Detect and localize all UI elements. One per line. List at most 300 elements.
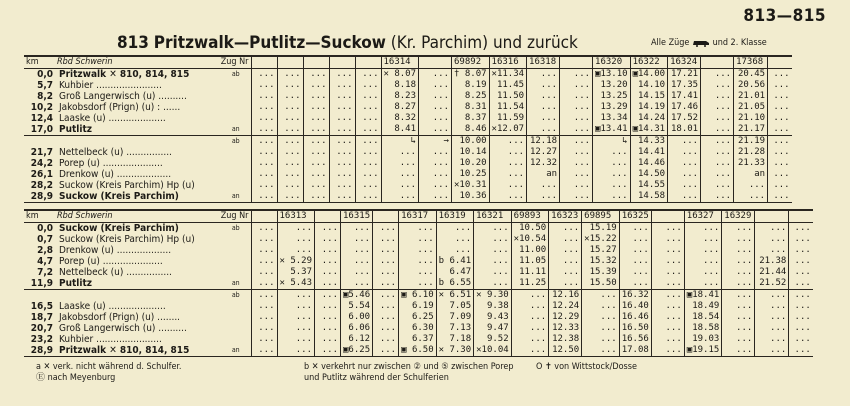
time-cell: ... bbox=[355, 69, 381, 81]
time-cell: ... bbox=[277, 136, 303, 148]
time-cell: ... bbox=[329, 102, 355, 113]
time-cell: ✕11.34 bbox=[489, 69, 527, 81]
time-cell: 5.54 bbox=[341, 301, 373, 312]
time-cell: ✕ 5.29 bbox=[277, 256, 315, 267]
time-cell: an bbox=[527, 169, 560, 180]
timetable-row bbox=[24, 136, 792, 148]
time-cell: 17.35 bbox=[668, 80, 701, 91]
time-cell: ... bbox=[381, 169, 419, 180]
time-cell: ▣6.25 bbox=[341, 345, 373, 357]
time-cell: ... bbox=[734, 180, 768, 191]
arrival-departure-mark bbox=[221, 91, 251, 102]
train-number bbox=[303, 56, 329, 69]
time-cell: ... bbox=[527, 124, 560, 136]
time-cell: ... bbox=[399, 223, 437, 235]
time-cell: ... bbox=[755, 290, 789, 302]
time-cell: 7.05 bbox=[436, 301, 474, 312]
time-cell: 6.37 bbox=[399, 334, 437, 345]
time-cell: ... bbox=[251, 245, 277, 256]
time-cell: ... bbox=[277, 312, 315, 323]
train-number bbox=[329, 56, 355, 69]
time-cell: ... bbox=[303, 158, 329, 169]
timetable-row bbox=[24, 113, 792, 124]
time-cell: 11.11 bbox=[511, 267, 549, 278]
time-cell: 15.27 bbox=[582, 245, 620, 256]
time-cell: ... bbox=[303, 91, 329, 102]
time-cell: ... bbox=[489, 191, 527, 203]
time-cell: ... bbox=[419, 113, 452, 124]
time-cell: 12.16 bbox=[549, 290, 582, 302]
time-cell: ... bbox=[684, 223, 722, 235]
time-cell: 12.50 bbox=[549, 345, 582, 357]
time-cell: 7.18 bbox=[436, 334, 474, 345]
time-cell: ▣14.00 bbox=[630, 69, 668, 81]
time-cell: ... bbox=[755, 323, 789, 334]
time-cell: 6.30 bbox=[399, 323, 437, 334]
time-cell: ... bbox=[251, 69, 277, 81]
km-cell: 28,2 bbox=[30, 180, 53, 191]
time-cell: 8.19 bbox=[452, 80, 490, 91]
arrival-departure-mark bbox=[221, 234, 251, 245]
station-name: Jakobsdorf (Prign) (u) ........ bbox=[59, 312, 181, 323]
time-cell: ... bbox=[373, 334, 399, 345]
train-number bbox=[768, 56, 792, 69]
time-cell: ... bbox=[355, 80, 381, 91]
time-cell: ... bbox=[549, 256, 582, 267]
time-cell: ... bbox=[355, 169, 381, 180]
time-cell: ... bbox=[315, 223, 341, 235]
train-number: 16315 bbox=[341, 210, 373, 223]
station-name: Porep (u) ..................... bbox=[59, 256, 163, 267]
train-number: 16323 bbox=[549, 210, 582, 223]
time-cell: ... bbox=[549, 245, 582, 256]
time-cell: 15.32 bbox=[582, 256, 620, 267]
time-cell: 11.45 bbox=[489, 80, 527, 91]
time-cell: b 6.55 bbox=[436, 278, 474, 290]
time-cell: ... bbox=[341, 278, 373, 290]
time-cell: 9.43 bbox=[474, 312, 512, 323]
route-suffix: (Kr. Parchim) und zurück bbox=[390, 33, 578, 53]
time-cell: 10.25 bbox=[452, 169, 490, 180]
arrival-departure-mark: an bbox=[231, 346, 240, 354]
time-cell: ... bbox=[684, 245, 722, 256]
time-cell: ... bbox=[329, 158, 355, 169]
time-cell: 14.33 bbox=[630, 136, 668, 148]
time-cell: ... bbox=[619, 256, 651, 267]
timetable-row bbox=[24, 169, 792, 180]
arrival-departure-mark: an bbox=[231, 125, 240, 133]
time-cell: ... bbox=[315, 323, 341, 334]
time-cell: 10.50 bbox=[511, 223, 549, 235]
time-cell: ... bbox=[668, 169, 701, 180]
time-cell: ... bbox=[701, 191, 734, 203]
time-cell: ... bbox=[549, 267, 582, 278]
time-cell: 15.39 bbox=[582, 267, 620, 278]
km-cell: 0,0 bbox=[37, 69, 53, 80]
time-cell: ... bbox=[251, 290, 277, 302]
time-cell: ... bbox=[277, 245, 315, 256]
time-cell: ... bbox=[755, 345, 789, 357]
train-number: 69892 bbox=[452, 56, 490, 69]
time-cell: ... bbox=[277, 180, 303, 191]
footnotes-middle bbox=[304, 362, 514, 384]
time-cell: ... bbox=[768, 169, 792, 180]
time-cell: ... bbox=[373, 256, 399, 267]
km-cell: 28,9 bbox=[30, 191, 53, 202]
time-cell: ... bbox=[251, 278, 277, 290]
km-cell: 10,2 bbox=[30, 102, 53, 113]
time-cell: ↳ bbox=[593, 136, 631, 148]
footnote-e-text: nach Meyenburg bbox=[47, 373, 116, 383]
time-cell: ... bbox=[560, 158, 593, 169]
time-cell: ... bbox=[722, 245, 755, 256]
time-cell: ... bbox=[277, 80, 303, 91]
timetable-row bbox=[24, 102, 792, 113]
time-cell: ... bbox=[668, 147, 701, 158]
time-cell: ... bbox=[768, 136, 792, 148]
time-cell: 9.47 bbox=[474, 323, 512, 334]
time-cell: 18.58 bbox=[684, 323, 722, 334]
table-header bbox=[24, 56, 792, 69]
time-cell: ... bbox=[381, 158, 419, 169]
time-cell: 20.45 bbox=[734, 69, 768, 81]
train-number-header: Zug Nr bbox=[165, 56, 251, 69]
time-cell: ... bbox=[419, 147, 452, 158]
time-cell: ... bbox=[527, 80, 560, 91]
time-cell: ... bbox=[355, 191, 381, 203]
footnote-o: O ✝ von Wittstock/Dosse bbox=[536, 362, 637, 372]
station-name: Kuhbier ....................... bbox=[59, 80, 162, 91]
time-cell: ... bbox=[277, 69, 303, 81]
time-cell: 7.13 bbox=[436, 323, 474, 334]
timetable-row bbox=[24, 345, 813, 357]
km-cell: 2,8 bbox=[37, 245, 53, 256]
time-cell: 8.25 bbox=[452, 91, 490, 102]
footnote-b-line2: und Putlitz während der Schulferien bbox=[304, 373, 449, 383]
time-cell: ... bbox=[277, 113, 303, 124]
time-cell: ... bbox=[315, 267, 341, 278]
time-cell: 11.59 bbox=[489, 113, 527, 124]
time-cell: ... bbox=[419, 158, 452, 169]
timetable-row bbox=[24, 256, 813, 267]
time-cell: 12.33 bbox=[549, 323, 582, 334]
time-cell: ... bbox=[684, 234, 722, 245]
timetable-row bbox=[24, 158, 792, 169]
time-cell: 11.50 bbox=[489, 91, 527, 102]
station-name: Suckow (Kreis Parchim) Hp (u) bbox=[59, 234, 195, 245]
time-cell: ... bbox=[768, 124, 792, 136]
km-cell: 5,7 bbox=[37, 80, 53, 91]
time-cell: ... bbox=[527, 113, 560, 124]
time-cell: ... bbox=[527, 91, 560, 102]
time-cell: ... bbox=[593, 180, 631, 191]
time-cell: ... bbox=[329, 169, 355, 180]
time-cell: ... bbox=[329, 91, 355, 102]
arrival-departure-mark bbox=[221, 158, 251, 169]
time-cell: ✕10.54 bbox=[511, 234, 549, 245]
arrival-departure-mark bbox=[221, 169, 251, 180]
km-cell bbox=[24, 136, 55, 148]
station-name: Putlitz bbox=[59, 278, 92, 289]
arrival-departure-mark bbox=[221, 301, 251, 312]
time-cell: ... bbox=[251, 191, 277, 203]
arrival-departure-mark bbox=[221, 147, 251, 158]
time-cell: ... bbox=[251, 158, 277, 169]
arrival-departure-mark: ab bbox=[221, 136, 251, 148]
time-cell: ... bbox=[341, 256, 373, 267]
footnote-a: a ✕ verk. nicht während d. Schulfer. bbox=[36, 362, 182, 372]
time-cell: ... bbox=[251, 323, 277, 334]
time-cell: ... bbox=[560, 169, 593, 180]
train-number: 16325 bbox=[619, 210, 651, 223]
time-cell: ... bbox=[582, 323, 620, 334]
time-cell: ... bbox=[511, 301, 549, 312]
time-cell: ... bbox=[511, 334, 549, 345]
time-cell: ... bbox=[789, 301, 813, 312]
time-cell: ... bbox=[701, 147, 734, 158]
time-cell: ... bbox=[315, 234, 341, 245]
time-cell: ... bbox=[593, 158, 631, 169]
time-cell: ... bbox=[277, 323, 315, 334]
time-cell: 16.32 bbox=[619, 290, 651, 302]
time-cell: ... bbox=[355, 113, 381, 124]
time-cell: ... bbox=[315, 345, 341, 357]
time-cell: ... bbox=[511, 345, 549, 357]
timetable-row bbox=[24, 245, 813, 256]
station-name: Suckow (Kreis Parchim) Hp (u) bbox=[59, 180, 195, 191]
km-cell: 16,5 bbox=[30, 301, 53, 312]
train-number-header: Zug Nr bbox=[165, 210, 251, 223]
time-cell: 14.41 bbox=[630, 147, 668, 158]
time-cell: ▣14.31 bbox=[630, 124, 668, 136]
time-cell: ... bbox=[560, 180, 593, 191]
time-cell: ... bbox=[251, 223, 277, 235]
time-cell: ... bbox=[315, 290, 341, 302]
time-cell: 5.37 bbox=[277, 267, 315, 278]
train-number: 16316 bbox=[489, 56, 527, 69]
time-cell: ... bbox=[251, 136, 277, 148]
timetable-outbound bbox=[24, 55, 792, 203]
train-number bbox=[373, 210, 399, 223]
time-cell: ... bbox=[251, 113, 277, 124]
km-cell: 8,2 bbox=[37, 91, 53, 102]
time-cell: ... bbox=[373, 223, 399, 235]
time-cell: ... bbox=[277, 301, 315, 312]
time-cell: ... bbox=[251, 312, 277, 323]
time-cell: † 8.07 bbox=[452, 69, 490, 81]
train-number bbox=[419, 56, 452, 69]
railcar-icon bbox=[692, 39, 710, 47]
time-cell: 15.19 bbox=[582, 223, 620, 235]
km-cell: 17,0 bbox=[30, 124, 53, 135]
time-cell: ... bbox=[329, 124, 355, 136]
time-cell: 8.46 bbox=[452, 124, 490, 136]
time-cell: ... bbox=[701, 80, 734, 91]
arrival-departure-mark bbox=[221, 256, 251, 267]
time-cell: b 6.41 bbox=[436, 256, 474, 267]
time-cell: ... bbox=[303, 124, 329, 136]
time-cell: ... bbox=[436, 234, 474, 245]
time-cell: ... bbox=[251, 256, 277, 267]
time-cell: ... bbox=[251, 124, 277, 136]
time-cell: ... bbox=[560, 124, 593, 136]
train-number: 16317 bbox=[399, 210, 437, 223]
km-cell: 18,7 bbox=[30, 312, 53, 323]
time-cell: 15.50 bbox=[582, 278, 620, 290]
time-cell: 18.54 bbox=[684, 312, 722, 323]
time-cell: 13.34 bbox=[593, 113, 631, 124]
time-cell: 12.27 bbox=[527, 147, 560, 158]
time-cell: ... bbox=[419, 180, 452, 191]
time-cell: 8.37 bbox=[452, 113, 490, 124]
time-cell: ... bbox=[560, 69, 593, 81]
station-name bbox=[55, 290, 221, 302]
time-cell: ... bbox=[651, 245, 684, 256]
timetable-return bbox=[24, 209, 813, 357]
time-cell: ... bbox=[560, 113, 593, 124]
time-cell: ... bbox=[474, 234, 512, 245]
time-cell: ... bbox=[722, 323, 755, 334]
time-cell: ... bbox=[560, 91, 593, 102]
time-cell: ... bbox=[789, 334, 813, 345]
time-cell: 14.55 bbox=[630, 180, 668, 191]
time-cell: ... bbox=[251, 267, 277, 278]
km-cell: 11,9 bbox=[30, 278, 53, 289]
time-cell: ... bbox=[419, 80, 452, 91]
time-cell: 21.52 bbox=[755, 278, 789, 290]
time-cell: ▣13.10 bbox=[593, 69, 631, 81]
time-cell: ... bbox=[419, 69, 452, 81]
arrival-departure-mark: ab bbox=[231, 70, 240, 78]
km-cell: 7,2 bbox=[37, 267, 53, 278]
time-cell: ... bbox=[651, 312, 684, 323]
station-name: Drenkow (u) ................... bbox=[59, 245, 172, 256]
time-cell: ... bbox=[560, 80, 593, 91]
time-cell: ... bbox=[251, 80, 277, 91]
train-number bbox=[701, 56, 734, 69]
time-cell: 19.03 bbox=[684, 334, 722, 345]
time-cell: ... bbox=[303, 136, 329, 148]
time-cell: ... bbox=[789, 290, 813, 302]
rbd-header: Rbd Schwerin bbox=[55, 210, 165, 223]
time-cell: ... bbox=[474, 256, 512, 267]
arrival-departure-mark: ab bbox=[231, 224, 240, 232]
time-cell: → bbox=[419, 136, 452, 148]
time-cell: ... bbox=[701, 124, 734, 136]
time-cell: ... bbox=[593, 169, 631, 180]
time-cell: ... bbox=[768, 180, 792, 191]
time-cell: ... bbox=[511, 312, 549, 323]
time-cell: 11.00 bbox=[511, 245, 549, 256]
time-cell: ... bbox=[722, 267, 755, 278]
time-cell: ... bbox=[668, 136, 701, 148]
station-name: Porep (u) ..................... bbox=[59, 158, 163, 169]
time-cell: ... bbox=[355, 124, 381, 136]
time-cell: ... bbox=[251, 301, 277, 312]
time-cell: ... bbox=[315, 245, 341, 256]
time-cell: ... bbox=[373, 323, 399, 334]
time-cell: ... bbox=[582, 345, 620, 357]
time-cell: ... bbox=[768, 113, 792, 124]
station-name: Laaske (u) .................... bbox=[59, 113, 166, 124]
time-cell: ... bbox=[755, 312, 789, 323]
time-cell: ... bbox=[277, 191, 303, 203]
footnote-b-line1: b ✕ verkehrt nur zwischen ② und ⑤ zwischen Porep bbox=[304, 362, 514, 372]
time-cell: ... bbox=[489, 158, 527, 169]
time-cell: 9.52 bbox=[474, 334, 512, 345]
time-cell: ... bbox=[277, 169, 303, 180]
arrival-departure-mark bbox=[221, 102, 251, 113]
time-cell: ... bbox=[619, 267, 651, 278]
time-cell: ✕12.07 bbox=[489, 124, 527, 136]
time-cell: ... bbox=[419, 191, 452, 203]
time-cell: 21.44 bbox=[755, 267, 789, 278]
time-cell: ... bbox=[303, 80, 329, 91]
time-cell: 12.18 bbox=[527, 136, 560, 148]
time-cell: 6.47 bbox=[436, 267, 474, 278]
time-cell: 12.24 bbox=[549, 301, 582, 312]
class-note bbox=[651, 38, 767, 48]
station-name: Pritzwalk ✕ 810, 814, 815 bbox=[59, 69, 190, 80]
time-cell: ... bbox=[768, 158, 792, 169]
time-cell: ... bbox=[373, 234, 399, 245]
time-cell: ... bbox=[399, 278, 437, 290]
time-cell: ... bbox=[527, 69, 560, 81]
time-cell: 8.31 bbox=[452, 102, 490, 113]
time-cell: ... bbox=[619, 234, 651, 245]
train-number: 16313 bbox=[277, 210, 315, 223]
time-cell: ... bbox=[355, 180, 381, 191]
station-name bbox=[55, 136, 221, 148]
time-cell: 8.41 bbox=[381, 124, 419, 136]
time-cell: 10.36 bbox=[452, 191, 490, 203]
km-cell: 4,7 bbox=[37, 256, 53, 267]
train-number: 16320 bbox=[593, 56, 631, 69]
time-cell: ... bbox=[277, 147, 303, 158]
time-cell: 8.27 bbox=[381, 102, 419, 113]
time-cell: ... bbox=[381, 147, 419, 158]
time-cell: ... bbox=[668, 158, 701, 169]
km-cell bbox=[24, 290, 55, 302]
station-name: Putlitz bbox=[59, 124, 92, 135]
time-cell: ... bbox=[373, 345, 399, 357]
time-cell: 12.38 bbox=[549, 334, 582, 345]
time-cell: 13.25 bbox=[593, 91, 631, 102]
time-cell: ... bbox=[668, 180, 701, 191]
train-number: 16314 bbox=[381, 56, 419, 69]
time-cell: ... bbox=[341, 234, 373, 245]
time-cell: ✕ 8.07 bbox=[381, 69, 419, 81]
timetable-row bbox=[24, 278, 813, 290]
time-cell: 16.46 bbox=[619, 312, 651, 323]
time-cell: ... bbox=[419, 91, 452, 102]
footnote-e bbox=[36, 373, 182, 384]
timetable-row bbox=[24, 80, 792, 91]
time-cell: ... bbox=[251, 334, 277, 345]
time-cell: ... bbox=[373, 312, 399, 323]
time-cell: ... bbox=[768, 69, 792, 81]
train-number: 16318 bbox=[527, 56, 560, 69]
footnote-e-symbol: Ⓔ bbox=[36, 373, 48, 383]
time-cell: ... bbox=[789, 278, 813, 290]
time-cell: ▣5.46 bbox=[341, 290, 373, 302]
time-cell: ... bbox=[329, 69, 355, 81]
time-cell: ... bbox=[549, 234, 582, 245]
km-cell: 12,4 bbox=[30, 113, 53, 124]
time-cell: ... bbox=[722, 334, 755, 345]
time-cell: ... bbox=[474, 278, 512, 290]
time-cell: ... bbox=[399, 256, 437, 267]
